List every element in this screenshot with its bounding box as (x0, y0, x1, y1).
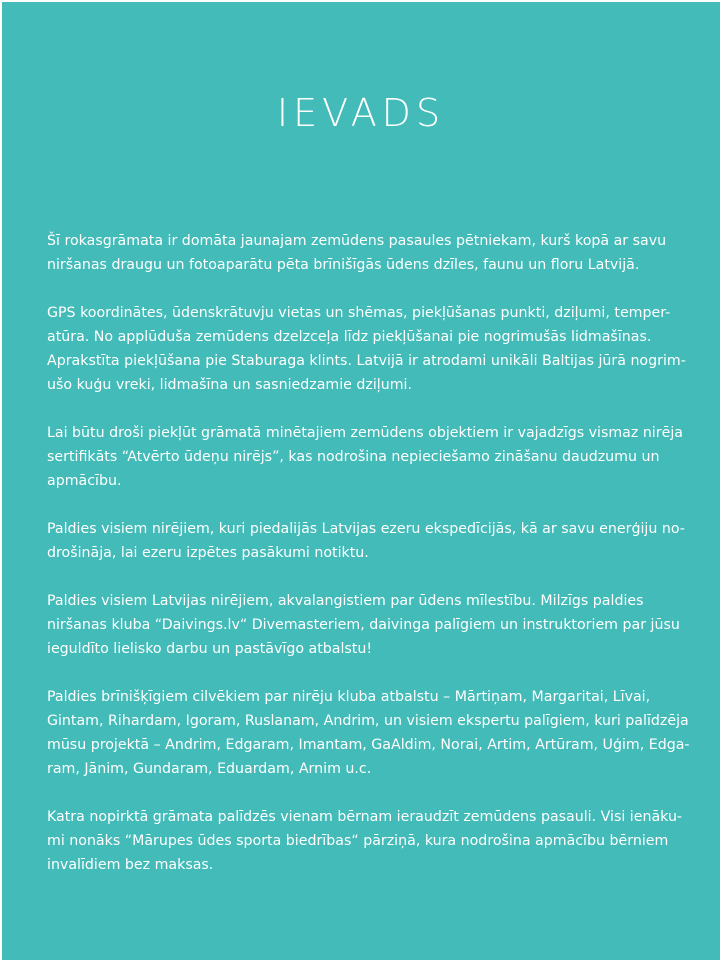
text-line: mi nonāks “Mārupes ūdes sporta biedrības“ pārziņā, kura nodrošina apmācību bērniem (47, 833, 669, 849)
text-line: Paldies brīnišķīgiem cilvēkiem par nirēju kluba atbalstu – Mārtiņam, Margaritai, Līvai, (47, 689, 651, 705)
paragraph-5 (47, 589, 680, 661)
text-line: sertifikāts “Atvērto ūdeņu nirējs”, kas nodrošina nepieciešamo zināšanu daudzumu un (47, 449, 660, 465)
page-background (2, 2, 720, 960)
intro-text-body (47, 229, 690, 901)
text-line: GPS koordinātes, ūdenskrātuvju vietas un shēmas, piekļūšanas punkti, dziļumi, temper- (47, 305, 671, 321)
text-line: ram, Jānim, Gundaram, Eduardam, Arnim u.c. (47, 761, 372, 777)
text-line: drošināja, lai ezeru izpētes pasākumi notiktu. (47, 545, 369, 561)
text-line: Šī rokasgrāmata ir domāta jaunajam zemūdens pasaules pētniekam, kurš kopā ar savu (47, 233, 667, 249)
paragraph-1 (47, 229, 677, 277)
paragraph-4 (47, 517, 685, 565)
paragraph-6 (47, 685, 690, 781)
text-line: Paldies visiem Latvijas nirējiem, akvalangistiem par ūdens mīlestību. Milzīgs paldies (47, 593, 644, 609)
text-line: Aprakstīta piekļūšana pie Staburaga klints. Latvijā ir atrodami unikāli Baltijas jūrā nogrim- (47, 353, 686, 369)
text-line: invalīdiem bez maksas. (47, 857, 214, 873)
paragraph-7 (47, 805, 683, 877)
text-line: Lai būtu droši piekļūt grāmatā minētajiem zemūdens objektiem ir vajadzīgs vismaz nirēja (47, 425, 683, 441)
text-line: niršanas draugu un fotoaparātu pēta brīnišīgās ūdens dzīles, faunu un floru Latvijā. (47, 257, 640, 273)
text-line: Gintam, Rihardam, Igoram, Ruslanam, Andrim, un visiem ekspertu palīgiem, kuri palīdzēja (47, 713, 689, 729)
text-line: mūsu projektā – Andrim, Edgaram, Imantam, GaAldim, Norai, Artim, Artūram, Uģim, Edga- (47, 737, 690, 753)
text-line: ieguldīto lielisko darbu un pastāvīgo atbalstu! (47, 641, 373, 657)
paragraph-3 (47, 421, 683, 493)
paragraph-2 (47, 301, 686, 397)
text-line: niršanas kluba “Daivings.lv“ Divemasteriem, daivinga palīgiem un instruktoriem par jūsu (47, 617, 680, 633)
text-line: Paldies visiem nirējiem, kuri piedalijās Latvijas ezeru ekspedīcijās, kā ar savu enerģiju no- (47, 521, 685, 537)
text-line: Katra nopirktā grāmata palīdzēs vienam bērnam ieraudzīt zemūdens pasauli. Visi ienāku- (47, 809, 683, 825)
text-line: atūra. No applūduša zemūdens dzelzceļa līdz piekļūšanai pie nogrimušās lidmašīnas. (47, 329, 652, 345)
page-title: IEVADS (276, 91, 446, 135)
text-line: apmācību. (47, 473, 122, 489)
text-line: ušo kuģu vreki, lidmašīna un sasniedzamie dziļumi. (47, 377, 412, 393)
